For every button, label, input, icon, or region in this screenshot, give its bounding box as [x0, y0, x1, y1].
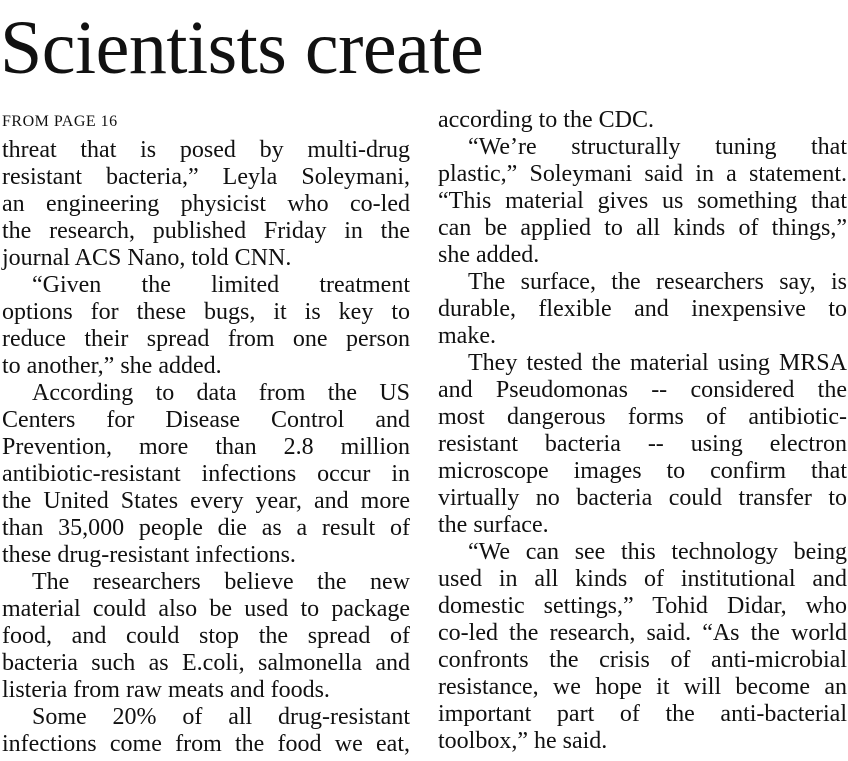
text-line: these drug-resistant infections.: [2, 542, 296, 568]
text-line: reduce their spread from one person: [2, 326, 410, 352]
text-line: threat that is posed by multi-drug: [2, 137, 410, 163]
text-line: virtually no bacteria could transfer to: [438, 485, 847, 511]
text-line: “Given the limited treatment: [32, 272, 410, 298]
article-column-left: [2, 107, 410, 758]
text-line: than 35,000 people die as a result of: [2, 515, 410, 541]
text-line: plastic,” Soleymani said in a statement.: [438, 161, 847, 187]
text-line: resistance, we hope it will become an: [438, 674, 847, 700]
text-line: “This material gives us something that: [438, 188, 847, 214]
text-line: confronts the crisis of anti-microbial: [438, 647, 847, 673]
text-line: the research, published Friday in the: [2, 218, 410, 244]
text-line: material could also be used to package: [2, 596, 410, 622]
text-line: resistant bacteria,” Leyla Soleymani,: [2, 164, 410, 190]
text-line: to another,” she added.: [2, 353, 222, 379]
text-line: infections come from the food we eat,: [2, 731, 410, 757]
text-line: resistant bacteria -- using electron: [438, 431, 847, 457]
text-line: bacteria such as E.coli, salmonella and: [2, 650, 410, 676]
text-line: the United States every year, and more: [2, 488, 410, 514]
text-line: toolbox,” he said.: [438, 728, 608, 754]
article-column-right: [438, 107, 847, 755]
text-line: make.: [438, 323, 496, 349]
text-line: The researchers believe the new: [32, 569, 410, 595]
text-line: “We’re structurally tuning that: [468, 134, 847, 160]
text-line: can be applied to all kinds of things,”: [438, 215, 847, 241]
right-column-text: [438, 107, 847, 755]
text-line: she added.: [438, 242, 540, 268]
text-line: Prevention, more than 2.8 million: [2, 434, 410, 460]
text-line: antibiotic-resistant infections occur in: [2, 461, 410, 487]
text-line: They tested the material using MRSA: [468, 350, 847, 376]
text-line: and Pseudomonas -- considered the: [438, 377, 847, 403]
text-line: microscope images to confirm that: [438, 458, 847, 484]
text-line: food, and could stop the spread of: [2, 623, 410, 649]
text-line: co-led the research, said. “As the world: [438, 620, 847, 646]
text-line: According to data from the US: [32, 380, 410, 406]
jump-line: FROM PAGE 16: [2, 113, 118, 130]
text-line: most dangerous forms of antibiotic-: [438, 404, 847, 430]
text-line: important part of the anti-bacterial: [438, 701, 847, 727]
text-line: used in all kinds of institutional and: [438, 566, 847, 592]
text-line: options for these bugs, it is key to: [2, 299, 410, 325]
text-line: listeria from raw meats and foods.: [2, 677, 330, 703]
text-line: The surface, the researchers say, is: [468, 269, 847, 295]
text-line: durable, flexible and inexpensive to: [438, 296, 847, 322]
headline: Scientists create: [0, 6, 484, 90]
text-line: the surface.: [438, 512, 549, 538]
text-line: domestic settings,” Tohid Didar, who: [438, 593, 847, 619]
text-line: Some 20% of all drug-resistant: [32, 704, 410, 730]
left-column-text: [2, 137, 410, 758]
text-line: according to the CDC.: [438, 107, 654, 133]
text-line: Centers for Disease Control and: [2, 407, 410, 433]
text-line: “We can see this technology being: [468, 539, 847, 565]
text-line: journal ACS Nano, told CNN.: [2, 245, 292, 271]
text-line: an engineering physicist who co-led: [2, 191, 410, 217]
